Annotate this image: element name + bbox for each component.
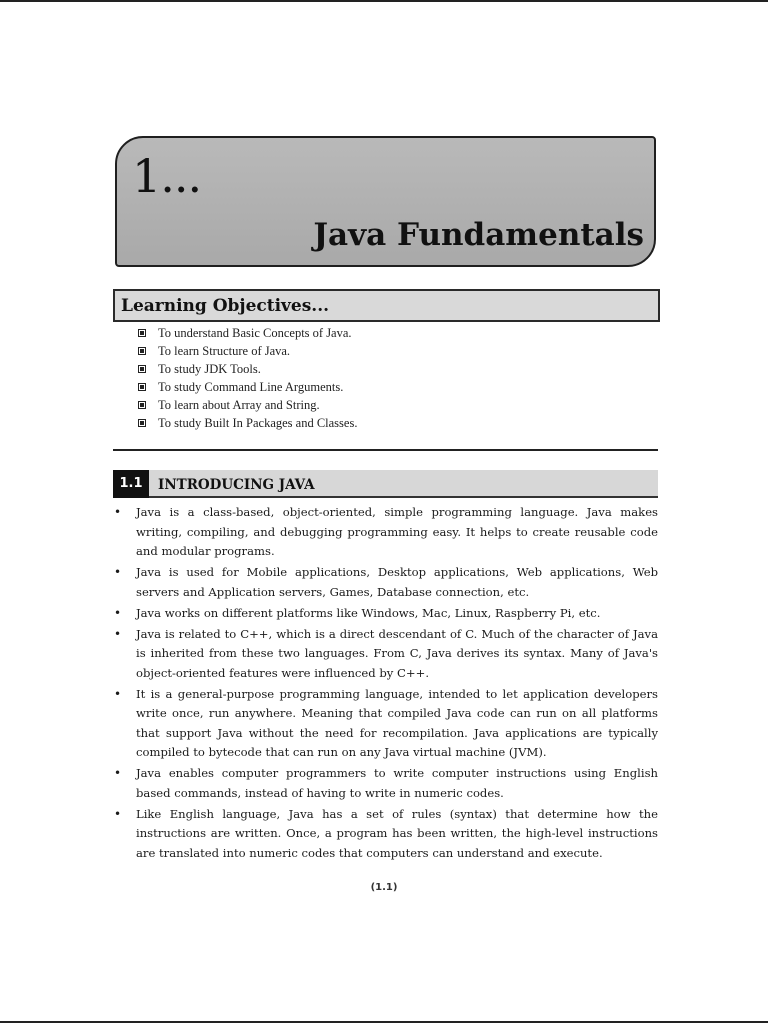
top-rule: [0, 0, 768, 2]
learning-objectives-list: [138, 324, 357, 432]
square-bullet-icon: [138, 365, 146, 373]
paragraph-text: Java is used for Mobile applications, Desktop applications, Web applications, Web servers and Application servers, Games, Database connection, etc.: [136, 565, 658, 599]
objective-text: To learn about Array and String.: [158, 397, 320, 412]
chapter-number: 1...: [132, 149, 202, 203]
paragraph-text: Java is related to C++, which is a direct descendant of C. Much of the character of Java is inherited from these two languages. From C, Java derives its syntax. Many of Java's object-oriented features were influenced by C++.: [136, 626, 658, 680]
objective-text: To study Built In Packages and Classes.: [158, 415, 358, 430]
objective-item: [138, 378, 357, 396]
bullet-dot-icon: •: [114, 605, 122, 620]
list-item: [113, 805, 658, 864]
paragraph-text: It is a general-purpose programming language, intended to let application developers write once, run anywhere. Meaning that compiled Java code can run on all platforms that support Java without the need for recompilation. Java applications are typically compiled to bytecode that can run on any Java virtual machine (JVM).: [136, 686, 658, 759]
bullet-dot-icon: •: [114, 505, 122, 519]
page-number: (1.1): [370, 882, 398, 893]
bullet-dot-icon: •: [114, 626, 122, 641]
objective-text: To study JDK Tools.: [158, 361, 261, 376]
square-bullet-icon: [138, 347, 146, 355]
list-item: [113, 563, 658, 602]
list-item: [113, 625, 658, 684]
objective-text: To understand Basic Concepts of Java.: [158, 325, 352, 340]
bullet-dot-icon: •: [114, 766, 122, 780]
bullet-dot-icon: •: [114, 565, 122, 579]
square-bullet-icon: [138, 383, 146, 391]
paragraph-text: Like English language, Java has a set of rules (syntax) that determine how the instructions are written. Once, a program has been written, the high-level instructions are translated into numeric codes that computers can understand and execute.: [136, 806, 658, 860]
paragraph-text: Java enables computer programmers to write computer instructions using English based commands, instead of having to write in numeric codes.: [136, 766, 658, 800]
section-divider: [113, 449, 658, 451]
square-bullet-icon: [138, 419, 146, 427]
bullet-dot-icon: •: [114, 806, 122, 821]
objective-item: [138, 342, 357, 360]
objective-item: [138, 414, 357, 432]
list-item: [113, 764, 658, 803]
objective-item: [138, 324, 357, 342]
paragraph-text: Java is a class-based, object-oriented, simple programming language. Java makes writing, compiling, and debugging programming easy. It helps to create reusable code and modular programs.: [136, 505, 658, 558]
list-item: [113, 503, 658, 562]
paragraph-text: Java works on different platforms like Windows, Mac, Linux, Raspberry Pi, etc.: [136, 605, 601, 620]
square-bullet-icon: [138, 401, 146, 409]
square-bullet-icon: [138, 329, 146, 337]
section-number: 1.1: [113, 470, 149, 498]
objective-item: [138, 360, 357, 378]
list-item: [113, 685, 658, 763]
learning-objectives-title: Learning Objectives...: [121, 296, 330, 316]
list-item: [113, 604, 658, 624]
objective-item: [138, 396, 357, 414]
objective-text: To learn Structure of Java.: [158, 343, 291, 358]
bottom-rule: [0, 1021, 768, 1023]
chapter-title: Java Fundamentals: [313, 217, 644, 253]
section-bullet-list: [113, 503, 658, 865]
bullet-dot-icon: •: [114, 686, 122, 701]
section-title: INTRODUCING JAVA: [158, 477, 315, 493]
objective-text: To study Command Line Arguments.: [158, 379, 344, 394]
